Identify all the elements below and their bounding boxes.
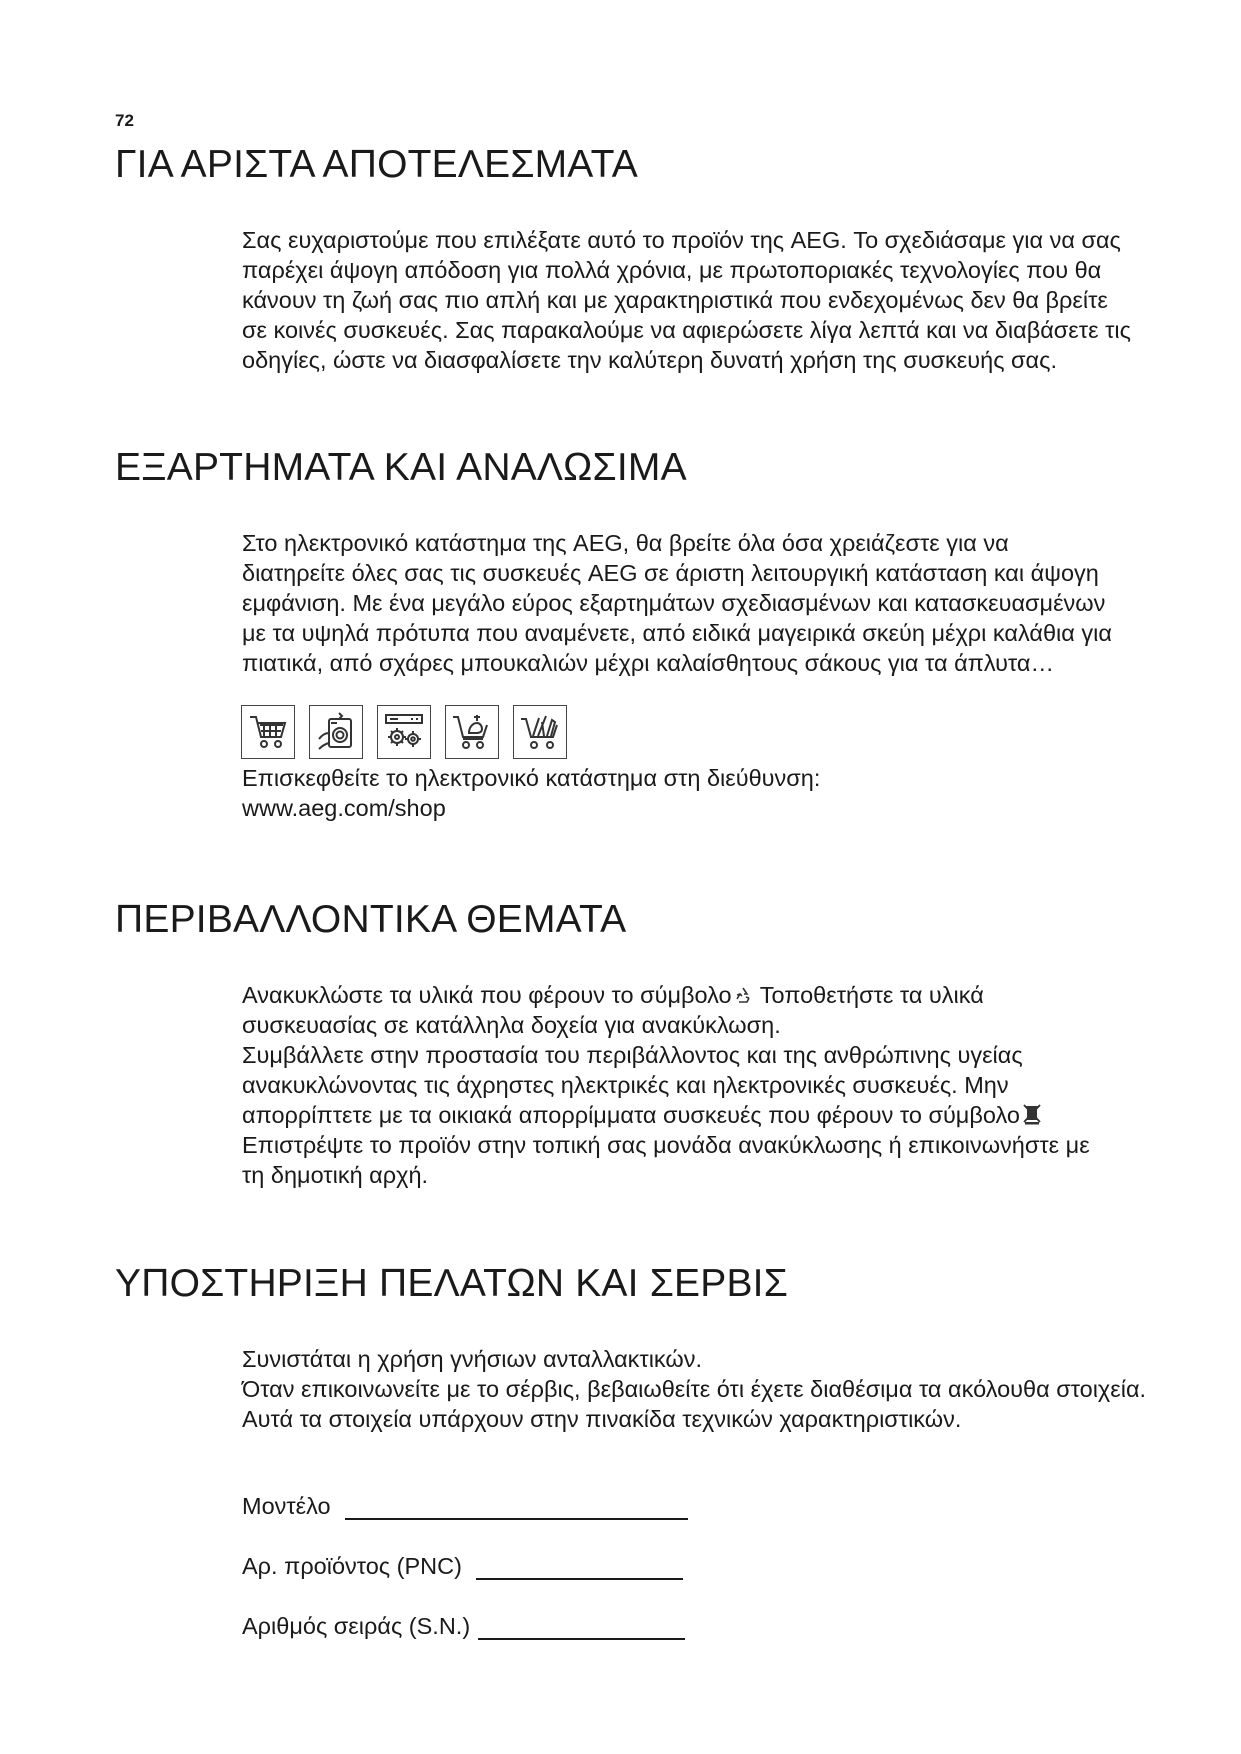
shop-visit-text: Επισκεφθείτε το ηλεκτρονικό κατάστημα στη διεύθυνση: xyxy=(242,765,821,791)
best-results-line: Σας ευχαριστούμε που επιλέξατε αυτό το προϊόν της AEG. Το σχεδιάσαμε για να σας xyxy=(242,227,1121,253)
pnc-blank-line[interactable] xyxy=(476,1554,683,1580)
cart-kitchen-icon xyxy=(445,705,499,759)
accessories-line: διατηρείτε όλες σας τις συσκευές AEG σε άριστη λειτουργική κατάσταση και άψογη xyxy=(242,560,1099,586)
pnc-field xyxy=(242,1553,683,1580)
recycle-icon xyxy=(734,985,752,1005)
support-body xyxy=(242,1344,1146,1434)
support-line: Συνιστάται η χρήση γνήσιων ανταλλακτικών. xyxy=(242,1346,703,1372)
environment-line1-end: Τοποθετήστε τα υλικά xyxy=(753,982,984,1008)
environment-line: συσκευασίας σε κατάλληλα δοχεία για ανακύκλωση. xyxy=(242,1012,781,1038)
model-field xyxy=(242,1493,688,1520)
best-results-line: οδηγίες, ώστε να διασφαλίσετε την καλύτερη δυνατή χρήση της συσκευής σας. xyxy=(242,347,1057,373)
best-results-body xyxy=(242,225,1131,375)
best-results-line: παρέχει άψογη απόδοση για πολλά χρόνια, με πρωτοποριακές τεχνολογίες που θα xyxy=(242,257,1102,283)
accessories-line: εμφάνιση. Με ένα μεγάλο εύρος εξαρτημάτων σχεδιασμένων και κατασκευασμένων xyxy=(242,590,1106,616)
weee-bin-icon xyxy=(1022,1103,1042,1125)
accessories-line: Στο ηλεκτρονικό κατάστημα της AEG, θα βρείτε όλα όσα χρειάζεστε για να xyxy=(242,530,1009,556)
shop-url-link[interactable]: www.aeg.com/shop xyxy=(242,795,446,821)
model-blank-line[interactable] xyxy=(345,1494,688,1520)
accessories-body xyxy=(242,528,1112,678)
environment-line: ανακυκλώνοντας τις άχρηστες ηλεκτρικές και ηλεκτρονικές συσκευές. Μην xyxy=(242,1072,1009,1098)
environment-line5-text: απορρίπτετε με τα οικιακά απορρίμματα συσκευές που φέρουν το σύμβολο xyxy=(242,1102,1020,1128)
heading-support: ΥΠΟΣΤΗΡΙΞΗ ΠΕΛΑΤΩΝ ΚΑΙ ΣΕΡΒΙΣ xyxy=(115,1262,789,1305)
model-label: Μοντέλο xyxy=(242,1493,331,1519)
environment-line xyxy=(242,980,1090,1010)
shop-visit xyxy=(242,763,820,823)
heading-best-results: ΓΙΑ ΑΡΙΣΤΑ ΑΠΟΤΕΛΕΣΜΑΤΑ xyxy=(115,143,638,186)
environment-line1-start: Ανακυκλώστε τα υλικά που φέρουν το σύμβολο xyxy=(242,982,732,1008)
shop-icons-row xyxy=(241,705,567,759)
best-results-line: κάνουν τη ζωή σας πιο απλή και με χαρακτηριστικά που ενδεχομένως δεν θα βρείτε xyxy=(242,287,1108,313)
accessories-line: με τα υψηλά πρότυπα που αναμένετε, από ειδικά μαγειρικά σκεύη μέχρι καλάθια για xyxy=(242,620,1112,646)
washing-machine-hand-icon xyxy=(309,705,363,759)
appliance-settings-icon xyxy=(377,705,431,759)
pnc-label: Αρ. προϊόντος (PNC) xyxy=(242,1553,462,1579)
environment-line: Συμβάλλετε στην προστασία του περιβάλλοντος και της ανθρώπινης υγείας xyxy=(242,1042,1023,1068)
serial-blank-line[interactable] xyxy=(478,1614,685,1640)
heading-environment: ΠΕΡΙΒΑΛΛΟΝΤΙΚΑ ΘΕΜΑΤΑ xyxy=(115,898,627,941)
heading-accessories: ΕΞΑΡΤΗΜΑΤΑ ΚΑΙ ΑΝΑΛΩΣΙΜΑ xyxy=(115,446,687,489)
cart-bottles-icon xyxy=(513,705,567,759)
environment-line xyxy=(242,1100,1090,1130)
environment-line: Επιστρέψτε το προϊόν στην τοπική σας μονάδα ανακύκλωσης ή επικοινωνήστε με xyxy=(242,1132,1090,1158)
environment-line: τη δημοτική αρχή. xyxy=(242,1162,429,1188)
serial-field xyxy=(242,1613,685,1640)
support-line: Αυτά τα στοιχεία υπάρχουν στην πινακίδα τεχνικών χαρακτηριστικών. xyxy=(242,1406,962,1432)
serial-label: Αριθμός σειράς (S.N.) xyxy=(242,1613,471,1639)
environment-body xyxy=(242,980,1090,1190)
shopping-cart-icon xyxy=(241,705,295,759)
support-line: Όταν επικοινωνείτε με το σέρβις, βεβαιωθείτε ότι έχετε διαθέσιμα τα ακόλουθα στοιχεία. xyxy=(242,1376,1147,1402)
best-results-line: σε κοινές συσκευές. Σας παρακαλούμε να αφιερώσετε λίγα λεπτά και να διαβάσετε τις xyxy=(242,317,1131,343)
page-number: 72 xyxy=(115,111,134,130)
accessories-line: πιατικά, από σχάρες μπουκαλιών μέχρι καλαίσθητους σάκους για τα άπλυτα… xyxy=(242,650,1054,676)
